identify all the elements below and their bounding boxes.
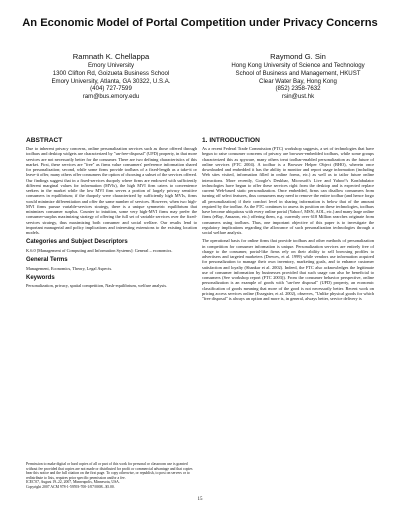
intro-paragraph: The operational basis for online firms that provide toolbars and other methods of personalization in competition for consumer information is unique. Personalization services are entirely free of charge to the consumer, portal-like firms rely on their ability to sell browsing profiles to advertisers and targeted marketers (Drewes, et al. 1999) while vendors use information acquired for personalization to manage their own inventory, marketing goals, and to enhance customer satisfaction and loyalty (Shankar et al. 2002). Indeed, the FTC also acknowledges the legitimate use of consumer information by businesses provided that such usage can also be beneficial to consumers (See workshop report (FTC 2003)). From the consumer behavior perspective, online personalization is an example of goods with "un-free disposal" (UFD) property, an economic classification of goods meaning that more of the good is not necessarily better. Recent work on pricing access services online (Essegaier, et al. 2002), observes, "Unlike physical goods for which "free disposal" is always an option and more is, in general, always better, service delivery is bbox=[202, 238, 374, 301]
intro-paragraph: As a recent Federal Trade Commission (FTC) workshop suggests, a set of technologies that have begun to raise consumer concerns of privacy are browser-embedded toolbars, while some groups characterized this as spyware, many others treat toolbar-enabled personalization as the future of online services (FTC 2004). A toolbar is a Browser Helper Object (BHO), wherein once downloaded and embedded it has the ability to monitor and report usage information (including Web sites visited, information filled in online forms, etc.) as well as to tailor future online interactions. More recently, Google's Deskbar, Microsoft's Live and Yahoo!'s Konfabulator technologies have begun to offer these services right from the desktop and is expected replace current Web-based static personalization. Once embedded, firms can disallow consumers from turning off select features, thus consumers may need to remove the entire toolbar (and hence forgo all personalization) if their comfort level in sharing information is below that of the amount required by the toolbar. As the FTC continues to assess its position on these technologies, toolbars have become ubiquitous with every online portal (Yahoo!, MSN, AOL, etc.) and many large online firms (eBay, Amazon, etc.) offering them, e.g. currently over 618 Million searches originate from consumers using toolbars. Thus, one important objective of this paper is to investigate the regulatory implications regarding the allowance of such personalization technologies through a social welfare analysis. bbox=[202, 146, 374, 235]
page-number: 15 bbox=[197, 497, 203, 502]
author-address: 1300 Clifton Rd, Goizueta Business School bbox=[52, 69, 170, 77]
author-block-1 bbox=[36, 52, 186, 101]
author-affiliation: Hong Kong University of Science and Technology bbox=[231, 62, 365, 69]
paper-title: An Economic Model of Portal Competition under Privacy Concerns bbox=[22, 17, 378, 29]
author-block-2 bbox=[218, 52, 378, 101]
abstract-text: Due to inherent privacy concerns, online personalization services such as those offered through toolbars and desktop widgets are characterized by "un-free-disposal" (UFD) property, in that more services are not necessarily better for the consumer. There are two defining characteristics of this market. First, these services are "free" as firms value consumers' preference information shared for personalization; second, while some firms provide toolbars of a fixed-length as a take-it or leave-it offer, many others offer consumers the option of choosing a subset of the services offered. Our findings suggest that in a fixed-services duopoly where firms are endowed with sufficiently different marginal values for information (MVIs), the high MVI firm caters to convenience seekers in the market while the low MVI firm serves a portion of largely privacy sensitive consumers in equilibrium; if the duopoly were characterized by sufficiently high MVIs, firms would minimize differentiation and offer the same number of services. However, when two high-MVI firms pursue variable-services strategy, there is a unique symmetric equilibrium that minimizes consumer surplus. Counter to intuition, some very high-MVI firms may prefer the consumer-surplus maximizing strategy of offering the full set of variable services over the fixed-services strategy, thus maximizing both consumer and social welfare. Our results lend to important managerial and policy implications and interesting extensions to the existing location models. bbox=[26, 146, 197, 235]
conference-line: ICEC'07, August 19–22, 2007, Minneapolis, Minnesota, USA. bbox=[26, 480, 120, 485]
introduction-heading: 1. INTRODUCTION bbox=[202, 137, 260, 144]
author-address: Clear Water Bay, Hong Kong bbox=[259, 77, 337, 85]
author-name: Ramnath K. Chellappa bbox=[72, 52, 150, 61]
categories-heading: Categories and Subject Descriptors bbox=[26, 239, 128, 246]
author-affiliation: Emory University bbox=[87, 62, 135, 69]
author-email: rsin@ust.hk bbox=[281, 93, 315, 101]
author-address: School of Business and Management, HKUST bbox=[235, 69, 361, 77]
keywords-text: Personalization, privacy, spatial competition, Nash-equilibrium, welfare analysis. bbox=[26, 283, 168, 289]
author-phone: (852) 2358-7632 bbox=[275, 85, 321, 93]
abstract-heading: ABSTRACT bbox=[26, 137, 63, 144]
copyright-line: Copyright 2007 ACM 978-1-59593-700-1/07/0008...$5.00. bbox=[26, 484, 115, 489]
permission-text: Permission to make digital or hard copies of all or part of this work for personal or classroom use is granted without fee provided that copies are not made or distributed for profit or commercial advantage and that copies bear this notice and the full citation on the first page. To copy otherwise, or republish, to post on servers or to redistribute to lists, requires prior specific permission and/or a fee. bbox=[26, 462, 193, 480]
permission-notice bbox=[26, 462, 197, 489]
right-column bbox=[202, 137, 374, 304]
author-address: Emory University, Atlanta, GA 30322, U.S.A. bbox=[51, 77, 171, 85]
author-phone: (404) 727-7599 bbox=[90, 85, 132, 93]
general-terms-text: Management, Economics, Theory, Legal Aspects. bbox=[26, 265, 113, 271]
categories-text: K.6.0 [Management of Computing and Information Systems]: General – economics. bbox=[26, 247, 173, 253]
keywords-heading: Keywords bbox=[26, 274, 55, 281]
left-column bbox=[26, 137, 197, 292]
author-name: Raymond G. Sin bbox=[270, 52, 326, 61]
author-email: ram@bus.emory.edu bbox=[82, 93, 140, 101]
general-terms-heading: General Terms bbox=[26, 257, 68, 263]
